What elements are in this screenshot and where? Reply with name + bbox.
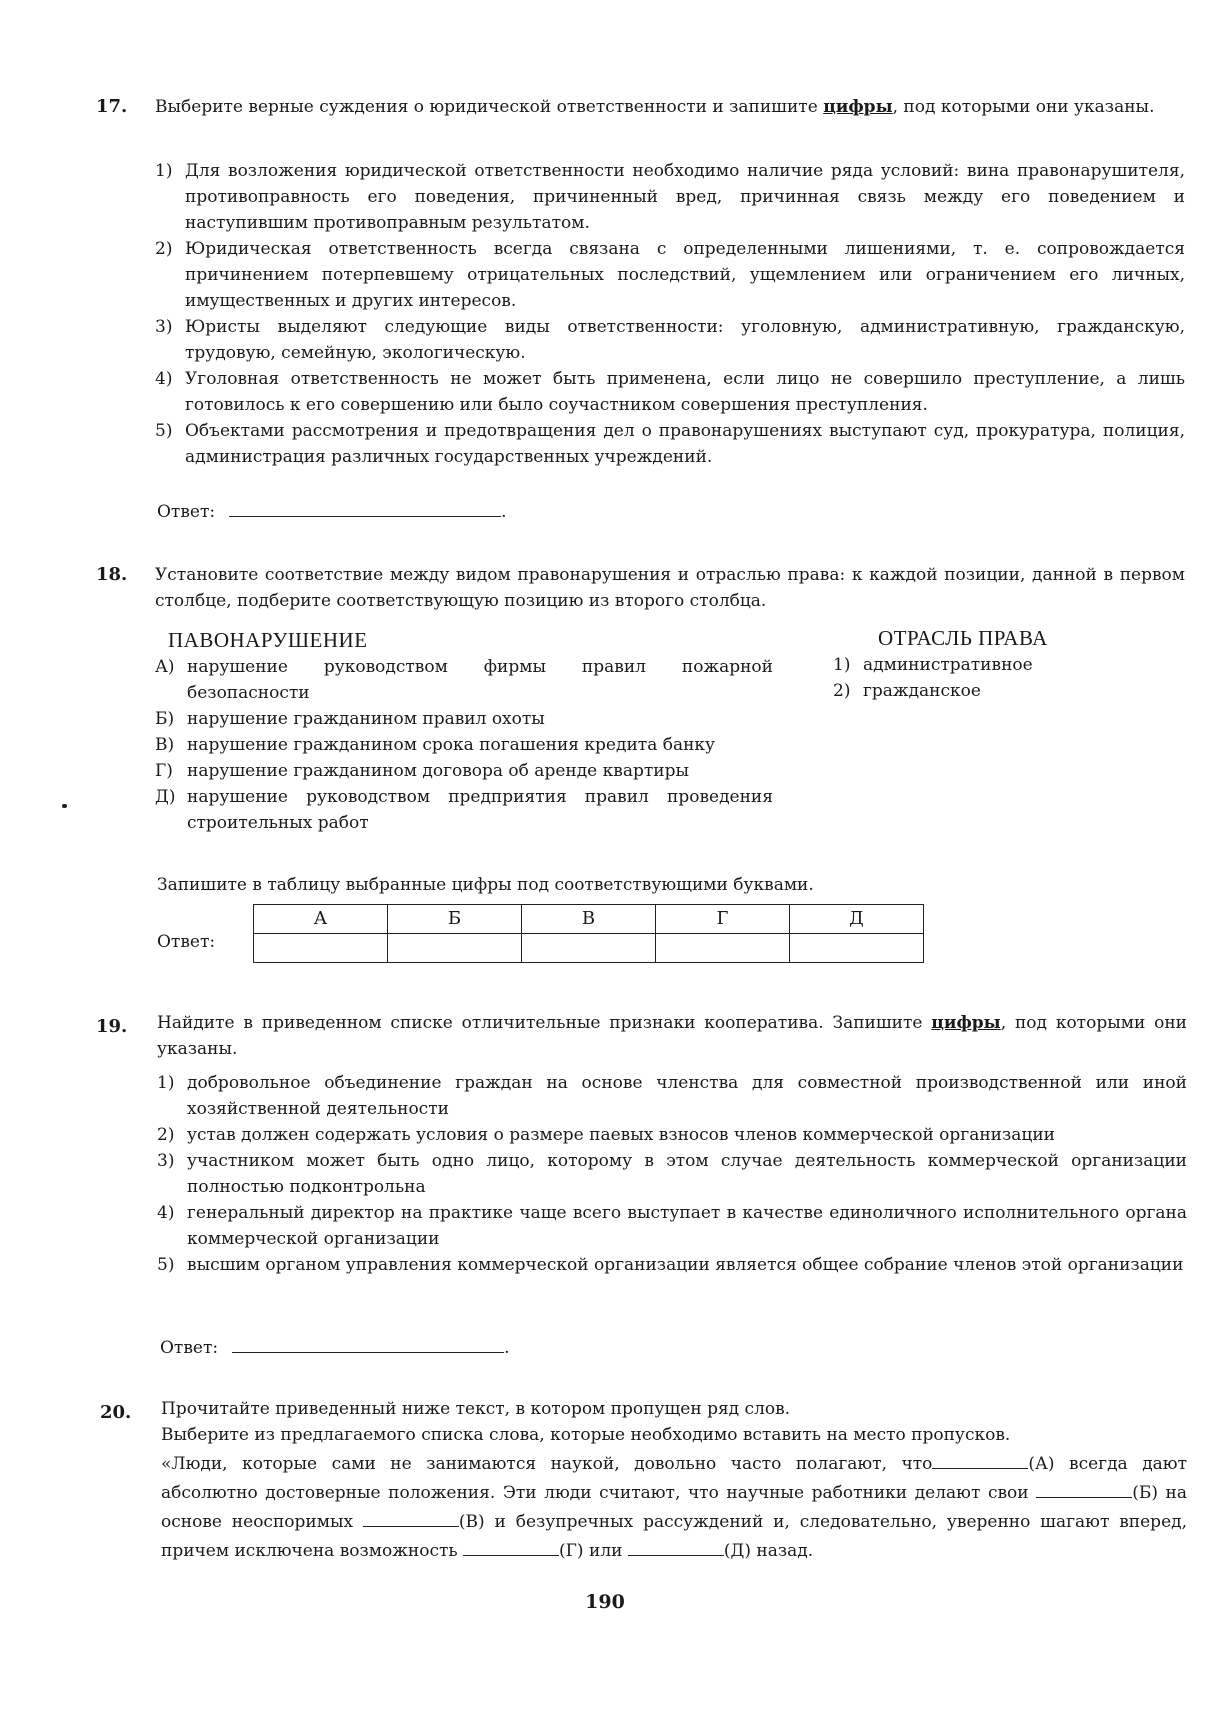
q18-instruction: Запишите в таблицу выбранные цифры под соответствующими буквами.	[157, 875, 814, 895]
q17-answer-end: .	[501, 502, 507, 522]
q19-answer	[160, 1334, 510, 1361]
q20-passage	[161, 1450, 1187, 1566]
q19-option-1	[157, 1070, 1187, 1122]
q18-left-item-v-text: нарушение гражданином срока погашения кредита банку	[187, 735, 716, 755]
q17-prompt	[155, 94, 1185, 120]
q17-number: 17.	[96, 96, 128, 117]
q20-blank-d-field[interactable]	[628, 1537, 724, 1556]
q19-option-1-num: 1)	[157, 1073, 175, 1093]
q17-option-2-text: Юридическая ответственность всегда связана с определенными лишениями, т. е. сопровождается причинением потерпевшему отрицательных последствий, ущемлением или ограничением его личных, имущественных и других интересов.	[185, 239, 1185, 311]
q18-right-column	[833, 652, 1193, 704]
q17-option-4-text: Уголовная ответственность не может быть применена, если лицо не совершило преступление, а лишь готовилось к его совершению или было соучастником совершения преступления.	[185, 369, 1185, 415]
q18-left-item-g-text: нарушение гражданином договора об аренде квартиры	[187, 761, 690, 781]
q19-prompt	[157, 1010, 1187, 1062]
q20-blank-b-label: (Б)	[1132, 1483, 1158, 1503]
q18-left-item-d-letter: Д)	[155, 787, 176, 807]
q18-answer-cell-v[interactable]	[522, 934, 656, 963]
q19-option-3-text: участником может быть одно лицо, которому в этом случае деятельность коммерческой организации полностью подконтрольна	[187, 1151, 1187, 1197]
q18-right-item-2	[833, 678, 1193, 704]
q19-option-5	[157, 1252, 1187, 1278]
q19-option-3	[157, 1148, 1187, 1200]
q18-answer-table	[253, 904, 924, 963]
q19-option-2-text: устав должен содержать условия о размере паевых взносов членов коммерческой организации	[187, 1125, 1056, 1145]
q18-number: 18.	[96, 564, 128, 585]
q18-prompt: Установите соответствие между видом правонарушения и отраслью права: к каждой позиции, данной в первом столбце, подберите соответствующую позицию из второго столбца.	[155, 565, 1185, 611]
q17-option-5-text: Объектами рассмотрения и предотвращения дел о правонарушениях выступают суд, прокуратура, полиция, администрация различных государственных учреждений.	[185, 421, 1185, 467]
q19-option-4-num: 4)	[157, 1203, 175, 1223]
q17-option-1	[155, 158, 1185, 236]
q18-answer-table-input-row	[254, 934, 924, 963]
q18-answer-table-header-row	[254, 905, 924, 934]
q19-option-2-num: 2)	[157, 1125, 175, 1145]
q17-option-2-num: 2)	[155, 239, 173, 259]
q19-prompt-before: Найдите в приведенном списке отличительные признаки кооператива. Запишите	[157, 1013, 932, 1033]
q18-answer-label-wrap	[157, 929, 215, 955]
q19-prompt-after: , под которыми они указаны.	[157, 1013, 1188, 1059]
q20-number: 20.	[100, 1402, 132, 1423]
q20-blank-v-field[interactable]	[363, 1508, 459, 1527]
q19-prompt-bold: цифры	[931, 1013, 1001, 1033]
q17-answer	[157, 498, 507, 525]
q18-right-item-1-text: административное	[863, 655, 1033, 675]
q18-left-item-v	[155, 732, 773, 758]
q18-left-header: ПАВОНАРУШЕНИЕ	[168, 628, 368, 652]
q17-option-5	[155, 418, 1185, 470]
q18-col-d: Д	[790, 905, 924, 934]
q20-blank-a-label: (А)	[1028, 1454, 1055, 1474]
q18-left-item-a-letter: А)	[155, 657, 175, 677]
q17-prompt-after: , под которыми они указаны.	[892, 97, 1155, 117]
q19-option-3-num: 3)	[157, 1151, 175, 1171]
q19-option-5-text: высшим органом управления коммерческой организации является общее собрание членов этой организации	[187, 1255, 1184, 1275]
q17-option-4-num: 4)	[155, 369, 173, 389]
q18-left-item-d-text: нарушение руководством предприятия правил проведения строительных работ	[187, 787, 773, 833]
q17-option-3	[155, 314, 1185, 366]
q19-option-5-num: 5)	[157, 1255, 175, 1275]
q18-left-item-g-letter: Г)	[155, 761, 173, 781]
q18-answer-label: Ответ:	[157, 932, 216, 952]
q18-answer-cell-a[interactable]	[254, 934, 388, 963]
q18-left-item-a	[155, 654, 773, 706]
q18-col-a: А	[254, 905, 388, 934]
q17-prompt-before: Выберите верные суждения о юридической ответственности и запишите	[155, 97, 824, 117]
q19-option-2	[157, 1122, 1187, 1148]
q17-option-3-text: Юристы выделяют следующие виды ответственности: уголовную, административную, гражданскую, трудовую, семейную, экологическую.	[185, 317, 1185, 363]
q18-left-item-v-letter: В)	[155, 735, 175, 755]
q20-blank-b-field[interactable]	[1036, 1479, 1132, 1498]
q19-answer-label: Ответ:	[160, 1338, 219, 1358]
q18-left-column	[155, 654, 773, 836]
q17-option-2	[155, 236, 1185, 314]
q17-options	[155, 158, 1185, 470]
q18-right-header: ОТРАСЛЬ ПРАВА	[878, 626, 1048, 650]
q19-answer-field[interactable]	[232, 1334, 504, 1353]
q20-blank-v-label: (В)	[458, 1512, 485, 1532]
q20-blank-g-field[interactable]	[463, 1537, 559, 1556]
page-number: 190	[585, 1591, 625, 1613]
q18-right-item-1-num: 1)	[833, 655, 851, 675]
q17-answer-field[interactable]	[229, 498, 501, 517]
q17-answer-label: Ответ:	[157, 502, 216, 522]
q18-left-item-b-text: нарушение гражданином правил охоты	[187, 709, 545, 729]
scan-speck	[62, 804, 67, 808]
q20-passage-part-2: всегда дают абсолютно достоверные положения. Эти люди считают, что научные работники делают свои	[161, 1454, 1187, 1503]
q19-number: 19.	[96, 1016, 128, 1037]
q19-options	[157, 1070, 1187, 1278]
q19-option-4-text: генеральный директор на практике чаще всего выступает в качестве единоличного исполнительного органа коммерческой организации	[187, 1203, 1187, 1249]
q18-left-item-a-text: нарушение руководством фирмы правил пожарной безопасности	[187, 657, 773, 703]
q18-col-b: Б	[388, 905, 522, 934]
q18-left-item-b-letter: Б)	[155, 709, 175, 729]
q18-left-item-g	[155, 758, 773, 784]
q17-option-1-text: Для возложения юридической ответственности необходимо наличие ряда условий: вина правонарушителя, противоправность его поведения, причиненный вред, причинная связь между его поведением и наступившим противоправным результатом.	[185, 161, 1185, 233]
q20-passage-part-6: назад.	[750, 1541, 814, 1561]
q19-option-4	[157, 1200, 1187, 1252]
q18-right-item-1	[833, 652, 1193, 678]
q18-answer-cell-g[interactable]	[656, 934, 790, 963]
q20-passage-part-5: или	[583, 1541, 628, 1561]
q18-left-item-b	[155, 706, 773, 732]
q20-passage-part-1: «Люди, которые сами не занимаются наукой, довольно часто полагают, что	[161, 1454, 933, 1474]
q20-line2: Выберите из предлагаемого списка слова, которые необходимо вставить на место пропусков.	[161, 1425, 1011, 1445]
q17-option-4	[155, 366, 1185, 418]
q17-prompt-bold: цифры	[823, 97, 893, 117]
q20-passage-part-3: на основе неоспоримых	[161, 1483, 1187, 1532]
q18-answer-cell-b[interactable]	[388, 934, 522, 963]
q17-option-5-num: 5)	[155, 421, 173, 441]
q20-blank-g-label: (Г)	[559, 1541, 584, 1561]
q19-option-1-text: добровольное объединение граждан на основе членства для совместной производственной или иной хозяйственной деятельности	[187, 1073, 1187, 1119]
q18-right-item-2-text: гражданское	[863, 681, 981, 701]
q20-passage-part-4: и безупречных рассуждений и, следовательно, уверенно шагают вперед, причем исключена возможность	[161, 1512, 1187, 1561]
q18-answer-cell-d[interactable]	[790, 934, 924, 963]
q17-option-1-num: 1)	[155, 161, 173, 181]
q18-right-item-2-num: 2)	[833, 681, 851, 701]
q20-blank-d-label: (Д)	[723, 1541, 751, 1561]
q20-line1: Прочитайте приведенный ниже текст, в котором пропущен ряд слов.	[161, 1399, 791, 1419]
q20-blank-a-field[interactable]	[932, 1450, 1028, 1469]
q19-answer-end: .	[504, 1338, 510, 1358]
q18-col-g: Г	[656, 905, 790, 934]
q17-option-3-num: 3)	[155, 317, 173, 337]
q18-col-v: В	[522, 905, 656, 934]
q18-left-item-d	[155, 784, 773, 836]
